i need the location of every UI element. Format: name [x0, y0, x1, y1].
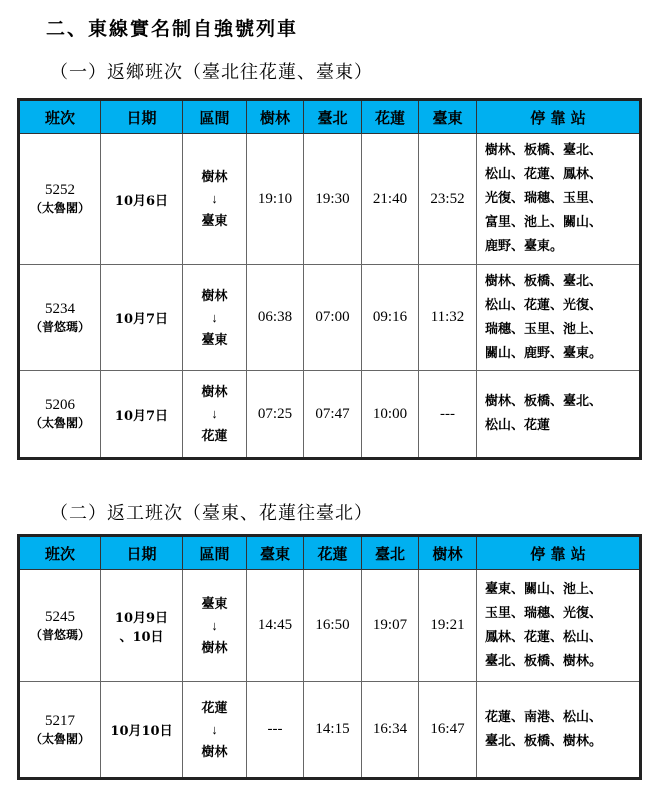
stops-line: 松山、花蓮 — [485, 418, 551, 433]
column-header: 班次 — [19, 100, 101, 134]
stops-cell — [477, 371, 641, 459]
stops-line: 臺東、關山、池上、 — [485, 581, 603, 597]
train-number: 5252 — [45, 182, 75, 198]
time-cell: 23:52 — [419, 134, 477, 265]
column-header: 臺北 — [304, 100, 362, 134]
date: 10月7日 — [114, 408, 169, 424]
route-to: 臺東 — [201, 213, 228, 228]
train-type: （太魯閣） — [29, 201, 90, 215]
route-to: 樹林 — [201, 639, 228, 655]
train-type: （普悠瑪） — [29, 627, 90, 642]
stops-line: 樹林、板橋、臺北、 — [485, 143, 603, 158]
header-row — [19, 100, 641, 134]
stops-line: 鳳林、花蓮、松山、 — [485, 629, 603, 645]
time-cell: --- — [419, 371, 477, 459]
route-to: 花蓮 — [201, 428, 228, 443]
stops-line: 富里、池上、關山、 — [485, 215, 603, 230]
time-cell: 16:34 — [362, 682, 419, 779]
page-title: 二、東線實名制自強號列車 — [46, 18, 299, 40]
date-cell — [101, 570, 183, 682]
time-cell: 19:10 — [247, 134, 304, 265]
column-header: 日期 — [101, 100, 183, 134]
time-cell: 11:32 — [419, 265, 477, 371]
stops-line: 樹林、板橋、臺北、 — [485, 273, 603, 289]
return-schedule-table — [17, 534, 642, 780]
column-header: 花蓮 — [304, 536, 362, 570]
stops-cell — [477, 265, 641, 371]
date-cell — [101, 682, 183, 779]
arrow-down-icon: ↓ — [211, 309, 218, 325]
train-cell — [19, 265, 101, 371]
date: 10月7日 — [114, 312, 169, 327]
time-cell: 16:50 — [304, 570, 362, 682]
train-type: （太魯閣） — [29, 416, 90, 430]
outbound-schedule-table — [17, 98, 642, 460]
arrow-down-icon: ↓ — [211, 721, 218, 737]
column-header: 臺東 — [247, 536, 304, 570]
time-cell: 09:16 — [362, 265, 419, 371]
time-cell: 07:00 — [304, 265, 362, 371]
time-cell: --- — [247, 682, 304, 779]
column-header: 班次 — [19, 536, 101, 570]
column-header: 臺東 — [419, 100, 477, 134]
time-cell: 19:21 — [419, 570, 477, 682]
route-from: 樹林 — [201, 287, 228, 303]
train-type: （太魯閣） — [29, 731, 90, 746]
column-header: 樹林 — [419, 536, 477, 570]
stops-line: 光復、瑞穗、玉里、 — [485, 191, 603, 206]
stops-line: 玉里、瑞穗、光復、 — [485, 605, 603, 621]
stops-line: 樹林、板橋、臺北、 — [485, 394, 603, 409]
table-row — [19, 570, 641, 682]
header-row — [19, 536, 641, 570]
date: 10月6日 — [114, 193, 169, 209]
stops-line: 松山、花蓮、光復、 — [485, 297, 603, 313]
route-from: 樹林 — [201, 384, 228, 399]
time-cell: 21:40 — [362, 134, 419, 265]
stops-line: 瑞穗、玉里、池上、 — [485, 321, 603, 337]
route-cell — [183, 265, 247, 371]
route-to: 樹林 — [201, 743, 228, 759]
column-header: 花蓮 — [362, 100, 419, 134]
column-header: 停 靠 站 — [477, 100, 641, 134]
stops-line: 臺北、板橋、樹林。 — [485, 733, 603, 749]
time-cell: 07:47 — [304, 371, 362, 459]
train-number: 5234 — [45, 300, 75, 317]
stops-line: 臺北、板橋、樹林。 — [485, 653, 603, 669]
table-row — [19, 134, 641, 265]
table-row — [19, 265, 641, 371]
time-cell: 10:00 — [362, 371, 419, 459]
column-header: 臺北 — [362, 536, 419, 570]
train-cell — [19, 570, 101, 682]
route-from: 臺東 — [201, 595, 228, 611]
date-continued: 、10日 — [119, 629, 164, 645]
train-number: 5245 — [45, 608, 75, 625]
time-cell: 19:30 — [304, 134, 362, 265]
stops-cell — [477, 570, 641, 682]
column-header: 區間 — [183, 536, 247, 570]
time-cell: 07:25 — [247, 371, 304, 459]
train-cell — [19, 682, 101, 779]
train-number: 5206 — [45, 397, 75, 413]
route-to: 臺東 — [201, 331, 228, 347]
train-cell — [19, 371, 101, 459]
train-cell — [19, 134, 101, 265]
stops-line: 鹿野、臺東。 — [485, 239, 564, 254]
column-header: 停 靠 站 — [477, 536, 641, 570]
train-type: （普悠瑪） — [29, 319, 90, 334]
column-header: 樹林 — [247, 100, 304, 134]
stops-cell — [477, 134, 641, 265]
table-row — [19, 682, 641, 779]
arrow-down-icon: ↓ — [211, 617, 218, 633]
arrow-down-icon: ↓ — [211, 406, 218, 421]
time-cell: 19:07 — [362, 570, 419, 682]
section-heading-return: （二）返工班次（臺東、花蓮往臺北） — [50, 503, 373, 524]
route-cell — [183, 682, 247, 779]
stops-line: 松山、花蓮、鳳林、 — [485, 167, 603, 182]
arrow-down-icon: ↓ — [211, 191, 218, 206]
route-cell — [183, 570, 247, 682]
date-cell — [101, 134, 183, 265]
column-header: 區間 — [183, 100, 247, 134]
train-number: 5217 — [45, 712, 75, 729]
date: 10月10日 — [110, 724, 173, 739]
column-header: 日期 — [101, 536, 183, 570]
time-cell: 14:15 — [304, 682, 362, 779]
date: 10月9日 — [114, 610, 169, 626]
table-row — [19, 371, 641, 459]
time-cell: 16:47 — [419, 682, 477, 779]
date-cell — [101, 371, 183, 459]
stops-line: 花蓮、南港、松山、 — [485, 709, 603, 725]
stops-cell — [477, 682, 641, 779]
route-cell — [183, 371, 247, 459]
date-cell — [101, 265, 183, 371]
route-from: 花蓮 — [201, 699, 228, 715]
time-cell: 14:45 — [247, 570, 304, 682]
route-cell — [183, 134, 247, 265]
route-from: 樹林 — [201, 169, 228, 184]
time-cell: 06:38 — [247, 265, 304, 371]
stops-line: 關山、鹿野、臺東。 — [485, 345, 603, 361]
section-heading-outbound: （一）返鄉班次（臺北往花蓮、臺東） — [50, 62, 373, 83]
